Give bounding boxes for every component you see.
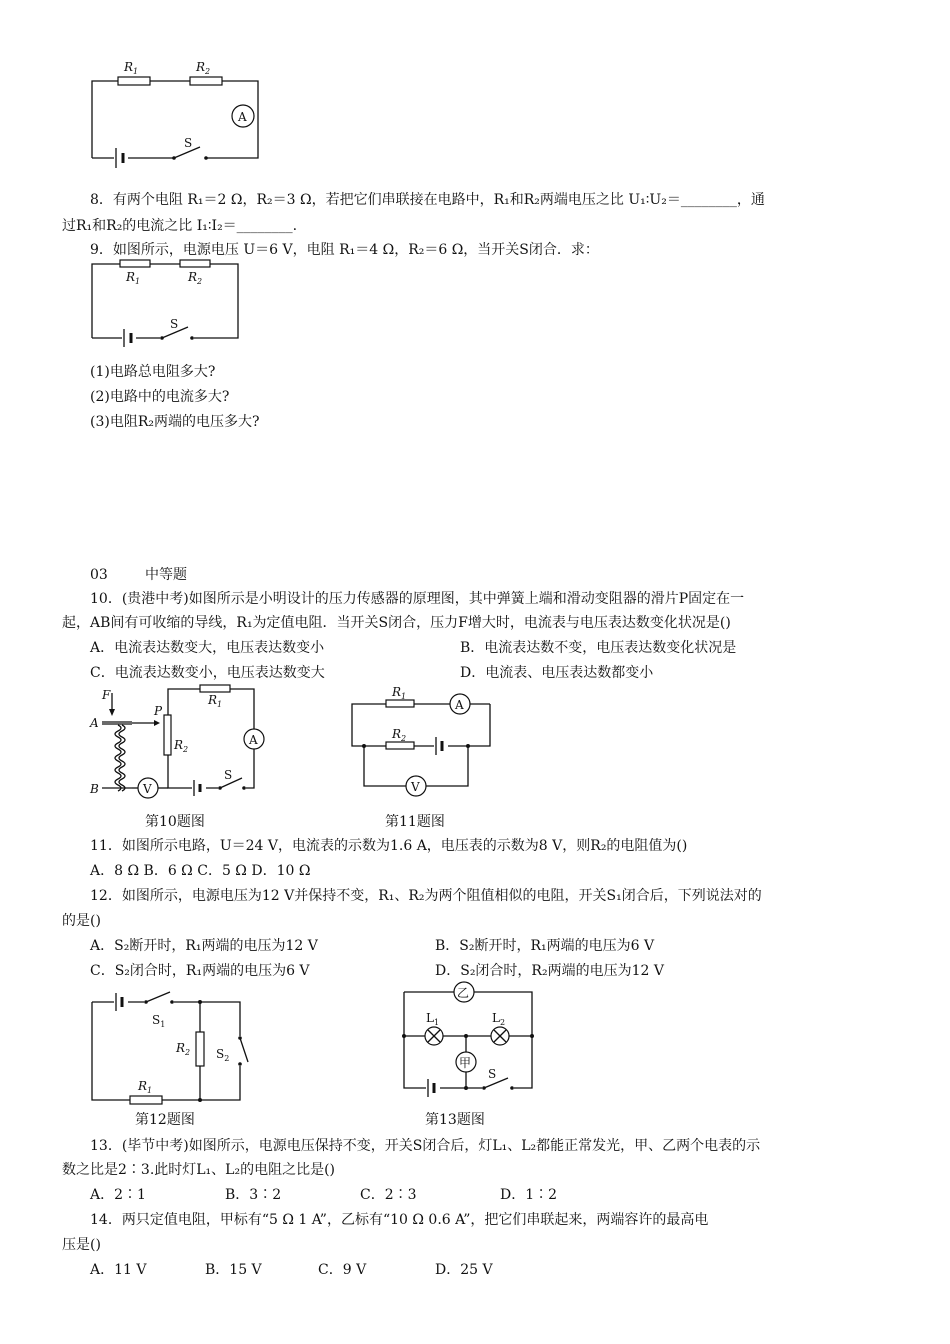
q12-option-b: B．S₂断开时，R₁两端的电压为6 V: [435, 938, 655, 954]
svg-text:A: A: [249, 733, 258, 747]
q10-line1: 10．(贵港中考)如图所示是小明设计的压力传感器的原理图，其中弹簧上端和滑动变阻器的滑片P固定在一: [90, 591, 745, 607]
circuit-fig-q9: [90, 262, 242, 342]
circuit-fig-13: [402, 984, 536, 1102]
section-title: 中等题: [145, 567, 187, 583]
q8-line2: 过R₁和R₂的电流之比 I₁∶I₂＝________.: [62, 218, 298, 234]
circuit-fig-top: [90, 55, 260, 165]
svg-text:V: V: [411, 780, 420, 794]
caption-fig11: 第11题图: [385, 814, 445, 830]
q12-option-c: C．S₂闭合时，R₁两端的电压为6 V: [90, 963, 310, 979]
svg-text:B: B: [90, 782, 99, 796]
q11-options: A．8 Ω B．6 Ω C．5 Ω D．10 Ω: [90, 863, 311, 879]
svg-text:甲: 甲: [459, 1056, 472, 1070]
q14-option-a: A．11 V: [90, 1262, 147, 1278]
svg-text:P: P: [154, 704, 163, 718]
svg-text:R2: $R_2$: [188, 270, 203, 286]
svg-text:A: A: [455, 698, 464, 712]
circuit-fig-10: [88, 685, 268, 805]
svg-text:L2: $L_2$: [492, 1011, 506, 1027]
svg-text:A: A: [90, 716, 99, 730]
q11-stem: 11．如图所示电路，U＝24 V，电流表的示数为1.6 A，电压表的示数为8 V，则R₂的电阻值为(): [90, 838, 688, 854]
q8-line1: 8．有两个电阻 R₁＝2 Ω，R₂＝3 Ω，若把它们串联接在电路中，R₁和R₂两端电压之比 U₁∶U₂＝________，通: [90, 192, 765, 208]
section-number: 03: [90, 567, 108, 583]
q14-line2: 压是(): [62, 1237, 101, 1253]
q13-option-a: A．2∶1: [90, 1187, 146, 1203]
svg-text:V: V: [143, 782, 152, 796]
svg-text:A: A: [238, 110, 247, 124]
q9-sub2: (2)电路中的电流多大?: [90, 389, 230, 405]
svg-text:S1: $S_1$: [152, 1013, 166, 1029]
svg-text:F: F: [102, 688, 111, 702]
q13-option-b: B．3∶2: [225, 1187, 282, 1203]
q13-line2: 数之比是2∶3.此时灯L₁、L₂的电阻之比是(): [62, 1162, 336, 1178]
q14-option-c: C．9 V: [318, 1262, 367, 1278]
q10-line2: 起，AB间有可收缩的导线，R₁为定值电阻．当开关S闭合，压力F增大时，电流表与电压表达数变化状况是(): [62, 615, 731, 631]
svg-text:S: S: [170, 317, 179, 331]
caption-fig12: 第12题图: [135, 1112, 195, 1128]
svg-text:S: S: [488, 1067, 497, 1081]
svg-text:R2: $R_2$: [196, 60, 211, 76]
q12-line2: 的是(): [62, 913, 101, 929]
svg-text:S: S: [224, 768, 233, 782]
svg-text:R1: $R_1$: [392, 685, 407, 701]
q14-line1: 14．两只定值电阻，甲标有“5 Ω 1 A”，乙标有“10 Ω 0.6 A”，把它们串联起来，两端容许的最高电: [90, 1212, 709, 1228]
q9-sub1: (1)电路总电阻多大?: [90, 364, 216, 380]
q10-option-d: D．电流表、电压表达数都变小: [460, 665, 654, 681]
q10-option-a: A．电流表达数变大，电压表达数变小: [90, 640, 325, 656]
q14-option-b: B．15 V: [205, 1262, 262, 1278]
svg-text:R2: $R_2$: [392, 727, 407, 743]
q13-line1: 13．(毕节中考)如图所示，电源电压保持不变，开关S闭合后，灯L₁、L₂都能正常发光，甲、乙两个电表的示: [90, 1138, 761, 1154]
q12-option-a: A．S₂断开时，R₁两端的电压为12 V: [90, 938, 318, 954]
svg-text:R1: $R_1$: [124, 60, 139, 76]
svg-text:R2: $R_2$: [176, 1041, 191, 1057]
q10-option-b: B．电流表达数不变，电压表达数变化状况是: [460, 640, 737, 656]
caption-fig13: 第13题图: [425, 1112, 485, 1128]
svg-text:R1: $R_1$: [126, 270, 141, 286]
caption-fig10: 第10题图: [145, 814, 205, 830]
svg-text:R1: $R_1$: [138, 1079, 153, 1095]
q12-option-d: D．S₂闭合时，R₂两端的电压为12 V: [435, 963, 664, 979]
q13-option-c: C．2∶3: [360, 1187, 417, 1203]
svg-text:S2: $S_2$: [216, 1047, 230, 1063]
q9-sub3: (3)电阻R₂两端的电压多大?: [90, 414, 260, 430]
svg-text:乙: 乙: [457, 986, 470, 1000]
q10-option-c: C．电流表达数变小，电压表达数变大: [90, 665, 325, 681]
svg-text:S: S: [184, 136, 193, 150]
circuit-fig-11: [350, 685, 498, 800]
q12-line1: 12．如图所示，电源电压为12 V并保持不变，R₁、R₂为两个阻值相似的电阻，开关S₁闭合后，下列说法对的: [90, 888, 762, 904]
q14-option-d: D．25 V: [435, 1262, 493, 1278]
svg-text:R1: $R_1$: [208, 693, 223, 709]
svg-text:L1: $L_1$: [426, 1011, 440, 1027]
q13-option-d: D．1∶2: [500, 1187, 558, 1203]
q9-stem: 9．如图所示，电源电压 U＝6 V，电阻 R₁＝4 Ω，R₂＝6 Ω，当开关S闭合．求：: [90, 242, 599, 258]
svg-text:R2: $R_2$: [174, 738, 189, 754]
circuit-fig-12: [90, 990, 250, 1106]
